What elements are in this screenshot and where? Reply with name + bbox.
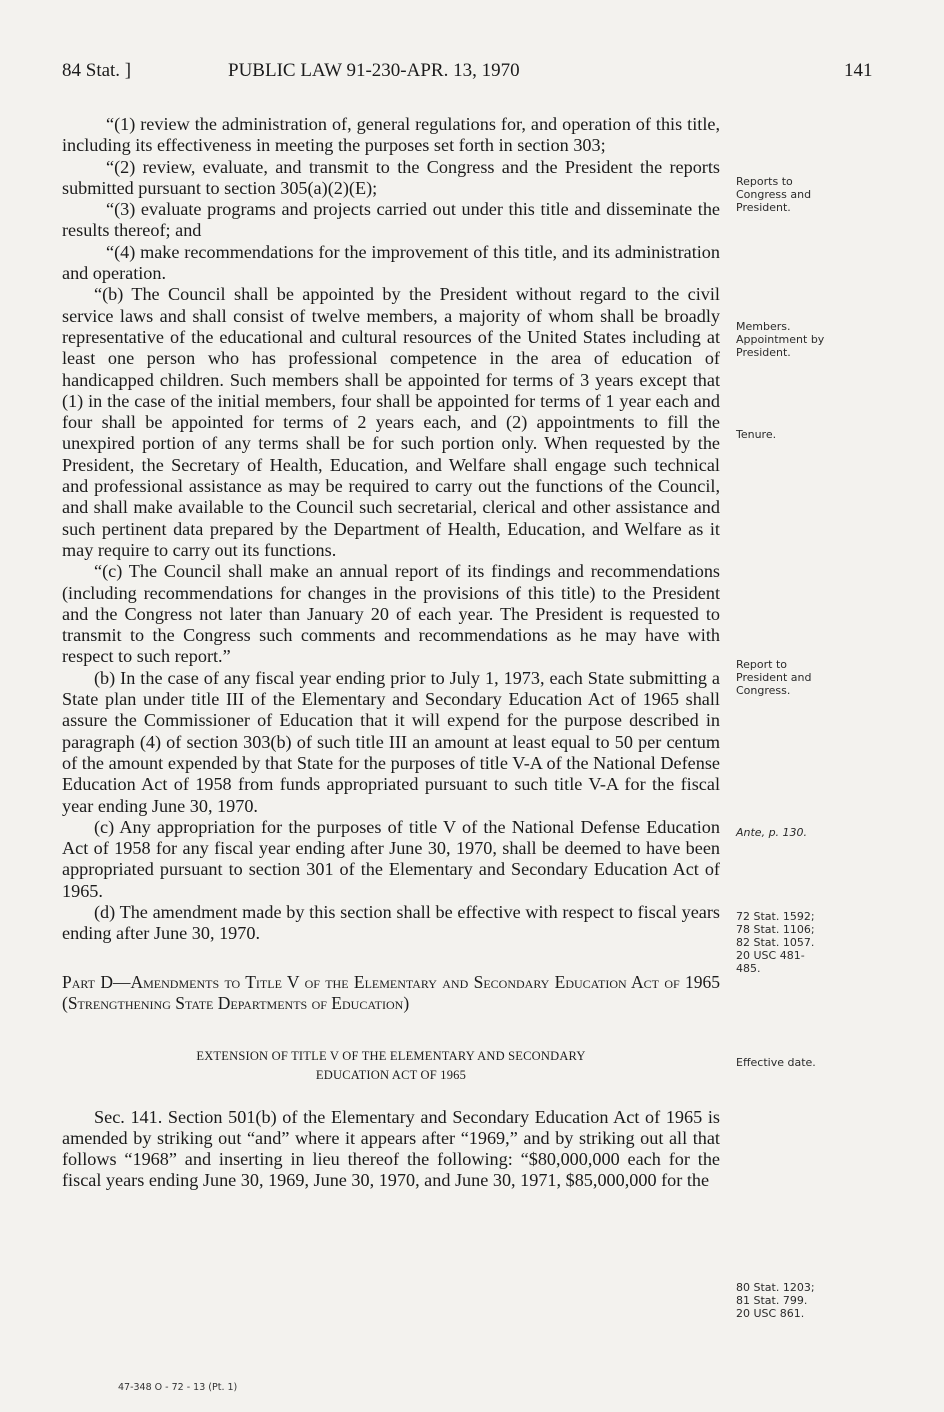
footer-print-code: 47-348 O - 72 - 13 (Pt. 1) [118,1382,238,1393]
clause-4: “(4) make recommendations for the improvement of this title, and its administration and operation. [62,241,720,284]
subsection-d: (d) The amendment made by this section shall be effective with respect to fiscal years ending after June 30, 1970. [62,901,720,944]
page-number: 141 [844,60,873,81]
subheading-line-2: EDUCATION ACT OF 1965 [315,1067,467,1082]
subsection-b-council: “(b) The Council shall be appointed by the President without regard to the civil service laws and shall consist of twelve members, a majority of whom shall be broadly representative of the educational and cultural resources of the United States including at least one person who has professional competence in the area of education of handicapped children. Such members shall be appointed for terms of 3 years except that (1) in the case of the initial members, four shall be appointed for terms of 1 year each and four shall be appointed for terms of 2 years each, and (2) appointments to fill the unexpired portion of any terms shall be for such portion only. When requested by the President, the Secretary of Health, Education, and Welfare shall engage such technical and professional assistance as may be required to carry out the functions of the Council, and shall make available to the Council such secretarial, clerical and other assistance and such pertinent data prepared by the Department of Health, Education, and Welfare as it may require to carry out its functions. [62,284,720,560]
margin-note-members: Members. Appointment by President. [736,320,825,359]
statute-volume-label: 84 Stat. ] [62,60,132,81]
margin-note-effective: Effective date. [736,1056,816,1069]
subsection-c: (c) Any appropriation for the purposes of title V of the National Defense Education Act of 1958 for any fiscal year ending after June 30, 1970, shall be deemed to have been appropriated pursuant to section 301 of the Elementary and Secondary Education Act of 1965. [62,816,720,901]
margin-note-reports: Reports to Congress and President. [736,175,812,214]
margin-note-ante: Ante, p. 130. [736,826,808,839]
subsection-b: (b) In the case of any fiscal year ending prior to July 1, 1973, each State submitting a State plan under title III of the Elementary and Secondary Education Act of 1965 shall assure the Commissioner of Education that it will expend for the purpose described in paragraph (4) of section 303(b) of such title III an amount at least equal to 50 per centum of the amount expended by that State for the purposes of title V-A of the National Defense Education Act of 1958 from funds appropriated pursuant to such title V-A for the fiscal year ending June 30, 1970. [62,667,720,816]
part-heading: Part D—Amendments to Title V of the Elementary and Secondary Education Act of 1965 (Strengthening State Departments of Education) [62,971,720,1013]
margin-note-report: Report to President and Congress. [736,658,812,697]
margin-note-stat-refs-2: 80 Stat. 1203; 81 Stat. 799. 20 USC 861. [736,1281,815,1320]
section-subheading [62,1047,720,1085]
section-141: Sec. 141. Section 501(b) of the Elementary and Secondary Education Act of 1965 is amended by striking out “and” where it appears after “1969,” and by striking out all that follows “1968” and inserting in lieu thereof the following: “$80,000,000 each for the fiscal years ending June 30, 1969, June 30, 1970, and June 30, 1971, $85,000,000 for the [62,1106,720,1191]
subsection-c-council: “(c) The Council shall make an annual report of its findings and recommendations (including recommendations for changes in the provisions of this title) to the President and the Congress not later than January 20 of each year. The President is requested to transmit to the Congress such comments and recommendations as he may have with respect to such report.” [62,561,720,667]
main-text [62,114,720,1192]
running-title: PUBLIC LAW 91-230-APR. 13, 1970 [228,60,520,81]
subheading-line-1: EXTENSION OF TITLE V OF THE ELEMENTARY AND SECONDARY [196,1048,586,1063]
clause-3: “(3) evaluate programs and projects carried out under this title and disseminate the results thereof; and [62,199,720,241]
clause-1: “(1) review the administration of, general regulations for, and operation of this title, including its effectiveness in meeting the purposes set forth in section 303; [62,114,720,156]
clause-2: “(2) review, evaluate, and transmit to the Congress and the President the reports submitted pursuant to section 305(a)(2)(E); [62,156,720,198]
margin-note-stat-refs: 72 Stat. 1592; 78 Stat. 1106; 82 Stat. 1057. 20 USC 481- 485. [736,910,815,975]
margin-note-tenure: Tenure. [736,428,777,441]
